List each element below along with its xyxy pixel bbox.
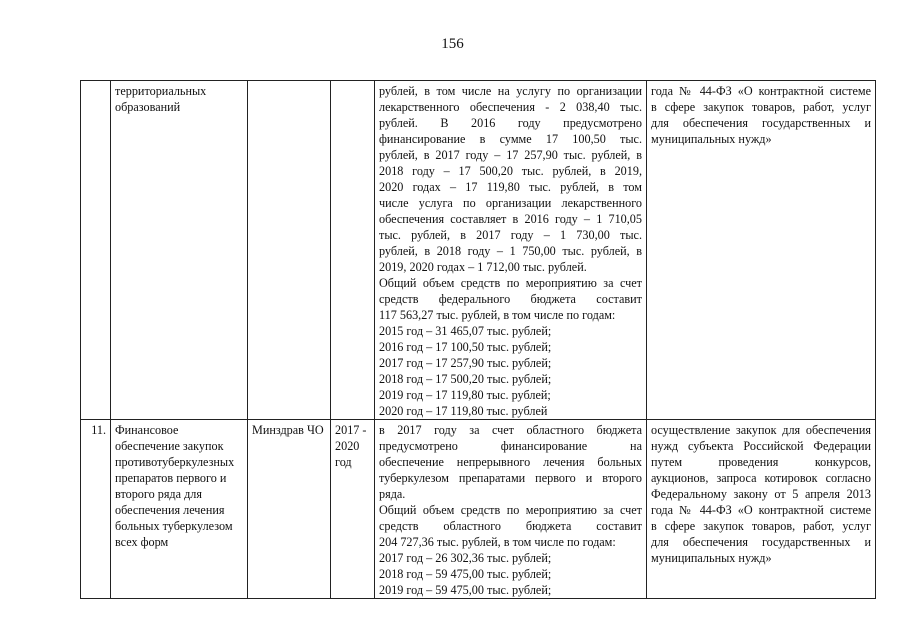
text-line: ряда. — [379, 487, 406, 501]
text-line: осуществление закупок для обеспечения — [651, 423, 871, 437]
text-line: 2019 год – 59 475,00 тыс. рублей; — [379, 583, 552, 597]
text-line: 2019, 2020 годах – 1 712,00 тыс. рублей. — [379, 260, 587, 274]
text-line: нужд субъекта Российской Федерации — [651, 439, 871, 453]
text-line: финансирование в сумме 17 100,50 тыс. — [379, 132, 642, 146]
executor-cell: Минздрав ЧО — [248, 420, 331, 599]
text-line: 2017 год – 17 257,90 тыс. рублей; — [379, 356, 552, 370]
text-line: для обеспечения государственных и — [651, 535, 871, 549]
result-cell — [647, 81, 876, 420]
activity-name-cell: территориальных образований — [111, 81, 248, 420]
text-line: 2018 год – 17 500,20 тыс. рублей; — [379, 372, 552, 386]
text-line: 2016 год – 17 100,50 тыс. рублей; — [379, 340, 552, 354]
text-line: 2020 год – 17 119,80 тыс. рублей — [379, 404, 548, 418]
text-line: в 2017 году за счет областного бюджета — [379, 423, 642, 437]
activity-name-cell: Финансовое обеспечение закупок противотуберкулезных препаратов первого и второго ряда для обеспечения лечения больных туберкулезом всех форм — [111, 420, 248, 599]
table-row-11 — [81, 420, 876, 599]
text-line: рублей, в 2017 году – 17 257,90 тыс. рублей, в — [379, 148, 642, 162]
text-line: обеспечения составляет в 2016 году – 1 710,05 — [379, 212, 642, 226]
period-cell: 2017 - 2020 год — [331, 420, 375, 599]
funding-cell — [375, 81, 647, 420]
text-line: рублей, в том числе на услугу по организации — [379, 84, 642, 98]
text-line: рублей, в 2018 году – 1 750,00 тыс. рублей, в — [379, 244, 642, 258]
text-line: для обеспечения государственных и — [651, 116, 871, 130]
text-line: 117 563,27 тыс. рублей, в том числе по годам: — [379, 308, 616, 322]
text-line: туберкулезом препаратами первого и второго — [379, 471, 642, 485]
text-line: муниципальных нужд» — [651, 551, 772, 565]
text-line: числе услуга по организации лекарственного — [379, 196, 642, 210]
text-line: года № 44-ФЗ «О контрактной системе — [651, 84, 871, 98]
funding-cell — [375, 420, 647, 599]
page-number: 156 — [441, 36, 464, 52]
text-line: аукционов, запроса котировок согласно — [651, 471, 871, 485]
text-line: 2020 годах – 17 119,80 тыс. рублей, в том — [379, 180, 642, 194]
text-line: средств федерального бюджета составит — [379, 292, 642, 306]
result-cell — [647, 420, 876, 599]
text-line: 2018 году – 17 500,20 тыс. рублей, в 2019, — [379, 164, 642, 178]
text-line: рублей. В 2016 году предусмотрено — [379, 116, 642, 130]
text-line: 2019 год – 17 119,80 тыс. рублей; — [379, 388, 551, 402]
row-number-cell — [81, 81, 111, 420]
period-cell — [331, 81, 375, 420]
text-line: предусмотрено финансирование на — [379, 439, 642, 453]
table-row-continuation — [81, 81, 876, 420]
text-line: 204 727,36 тыс. рублей, в том числе по годам: — [379, 535, 616, 549]
text-line: 2017 год – 26 302,36 тыс. рублей; — [379, 551, 552, 565]
text-line: средств областного бюджета составит — [379, 519, 642, 533]
program-activities-table — [80, 80, 876, 599]
executor-cell — [248, 81, 331, 420]
text-line: обеспечение непрерывного лечения больных — [379, 455, 642, 469]
text-line: лекарственного обеспечения - 2 038,40 тыс. — [379, 100, 642, 114]
text-line: 2018 год – 59 475,00 тыс. рублей; — [379, 567, 552, 581]
text-line: Общий объем средств по мероприятию за счет — [379, 276, 642, 290]
text-line: Общий объем средств по мероприятию за счет — [379, 503, 642, 517]
text-line: в сфере закупок товаров, работ, услуг — [651, 100, 871, 114]
text-line: Федеральному закону от 5 апреля 2013 — [651, 487, 871, 501]
text-line: муниципальных нужд» — [651, 132, 772, 146]
text-line: в сфере закупок товаров, работ, услуг — [651, 519, 871, 533]
text-line: 2015 год – 31 465,07 тыс. рублей; — [379, 324, 552, 338]
text-line: тыс. рублей, в 2017 году – 1 730,00 тыс. — [379, 228, 642, 242]
text-line: года № 44-ФЗ «О контрактной системе — [651, 503, 871, 517]
text-line: путем проведения конкурсов, — [651, 455, 871, 469]
row-number-cell: 11. — [81, 420, 111, 599]
